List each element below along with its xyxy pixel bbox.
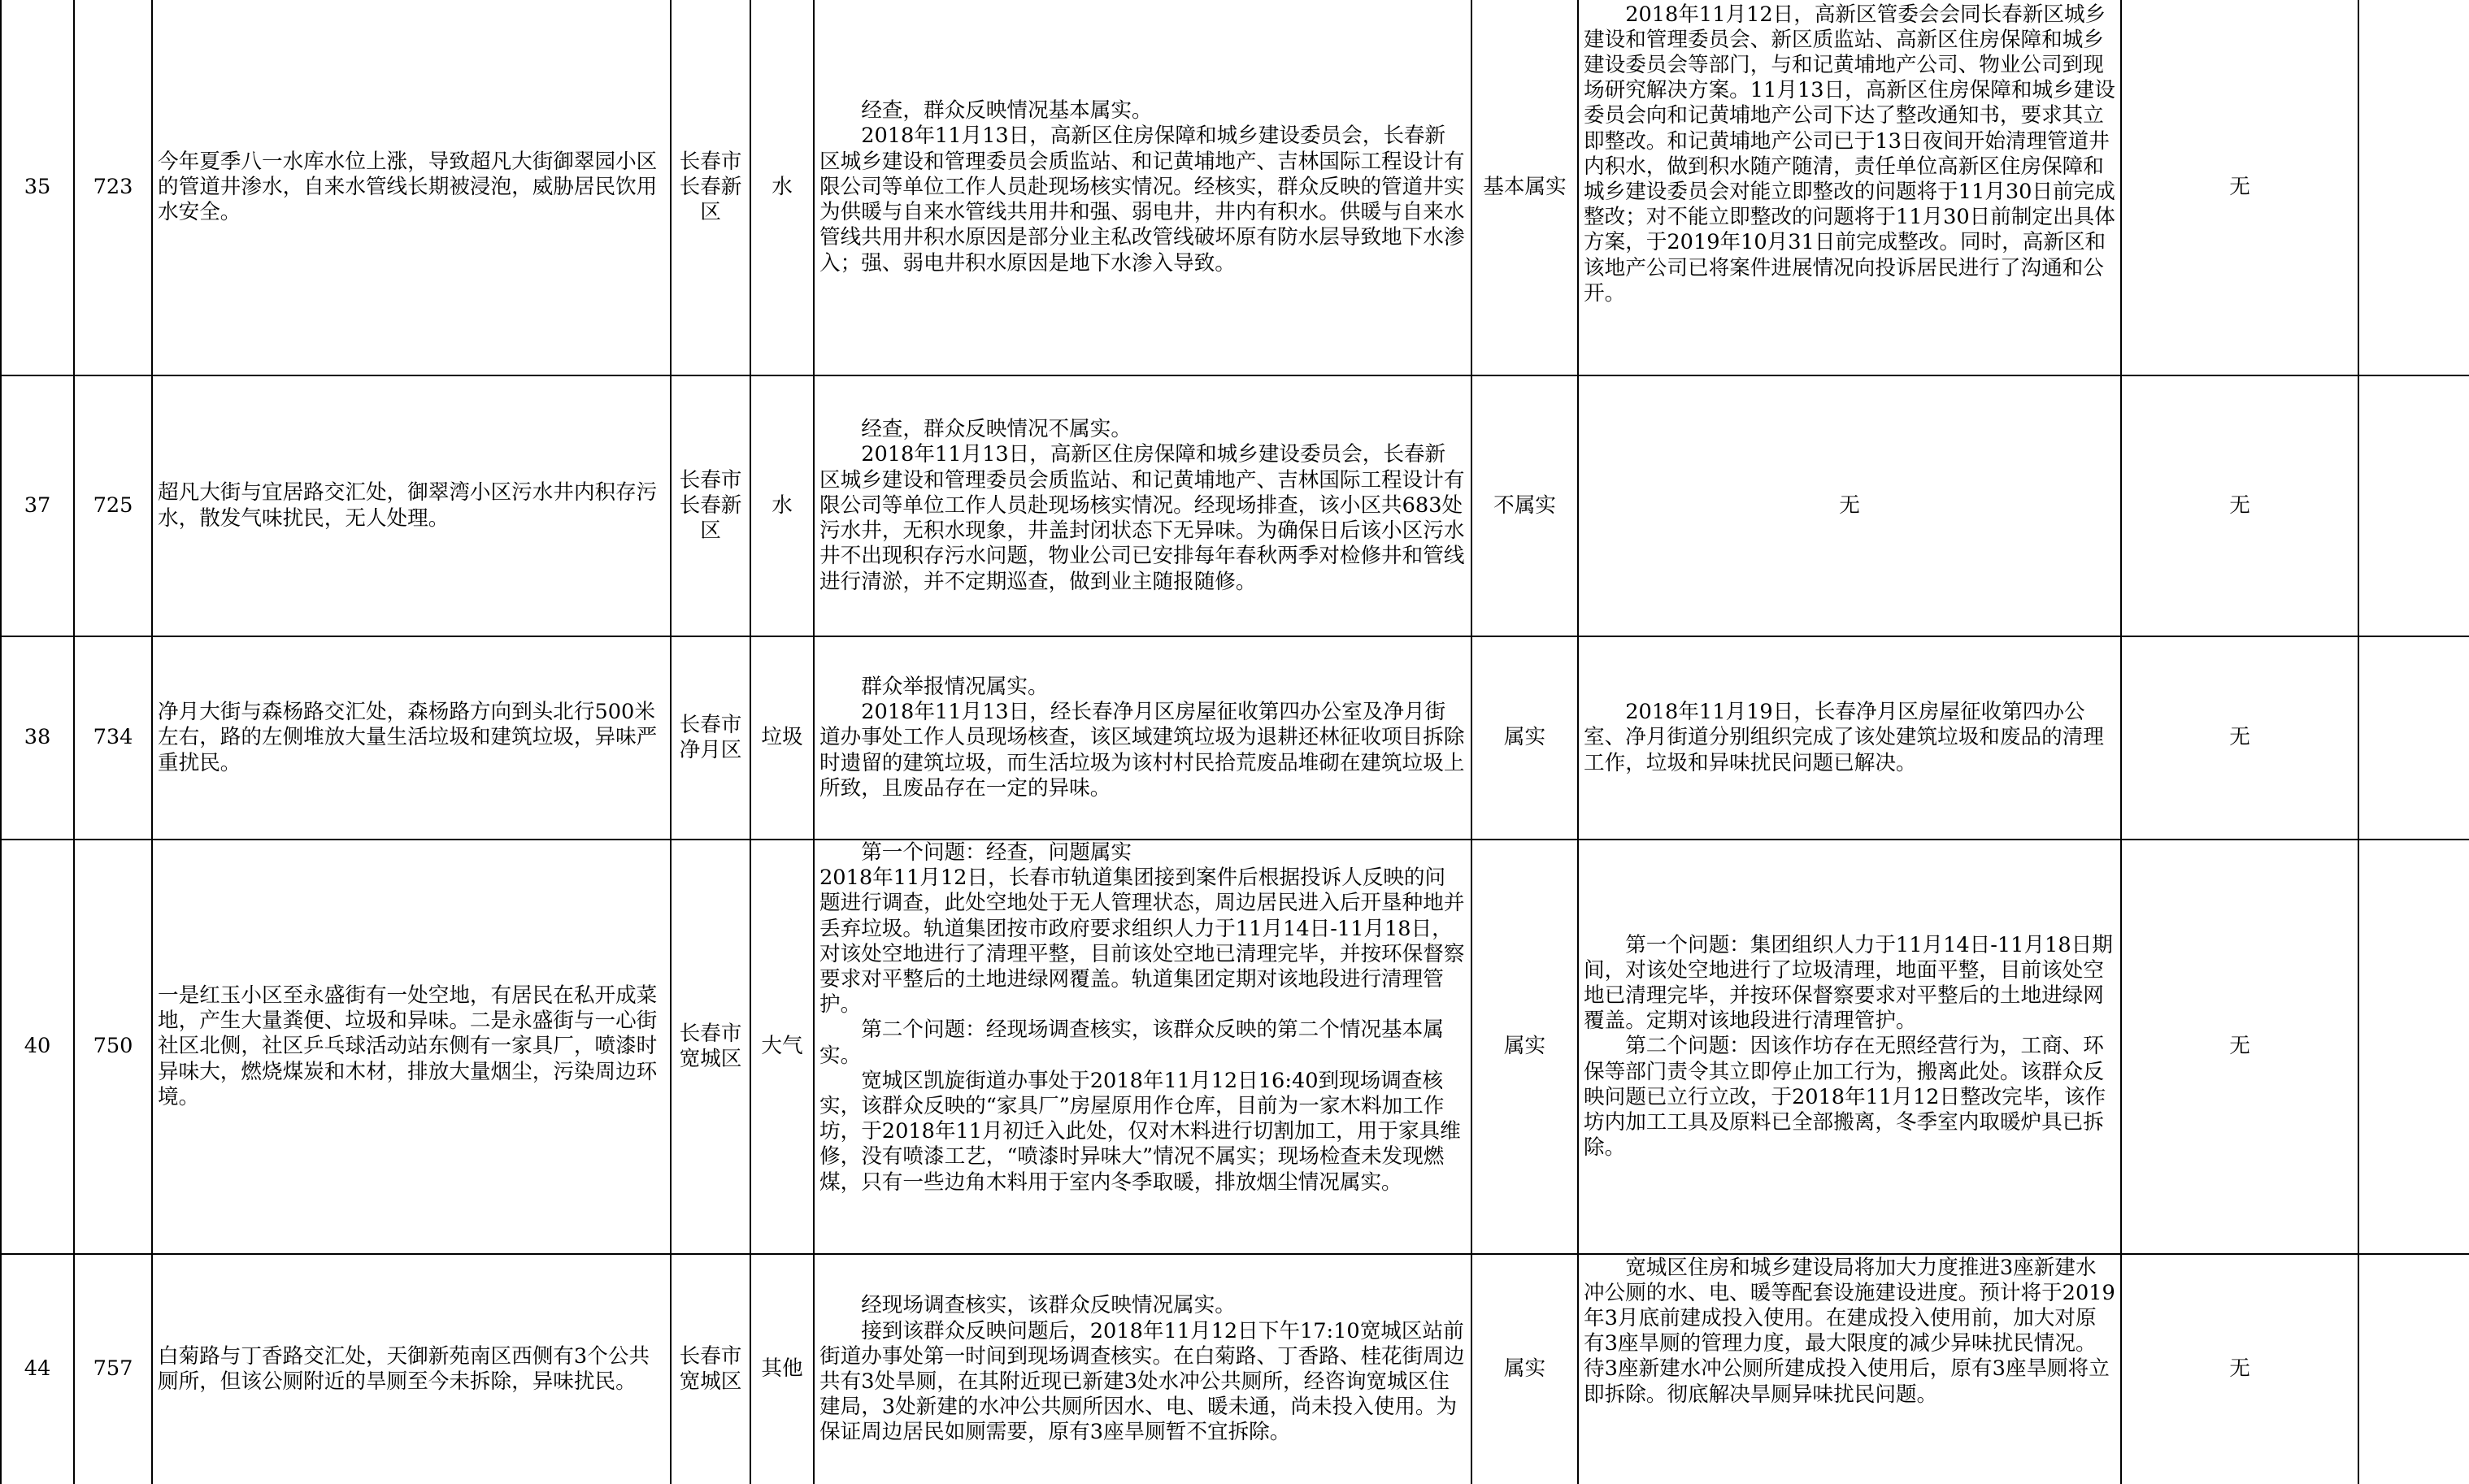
- investigation-cell: [814, 636, 1471, 840]
- pollution-type-cell: 大气: [750, 840, 814, 1254]
- complaint-cell: 今年夏季八一水库水位上涨，导致超凡大街御翠园小区的管道井渗水，自来水管线长期被浸泡，威胁居民饮用水安全。: [152, 0, 671, 375]
- seq-cell: 44: [1, 1254, 74, 1484]
- region-cell: 长春市 长春新 区: [671, 375, 750, 636]
- table-row: [1, 840, 2469, 1254]
- handling-paragraph: 第二个问题：因该作坊存在无照经营行为，工商、环保等部门责令其立即停止加工行为，搬离此处。该群众反映问题已立行立改，于2018年11月12日整改完毕，该作坊内加工工具及原料已全部搬离，冬季室内取暖炉具已拆除。: [1584, 1034, 2106, 1161]
- remark-cell: [2358, 375, 2469, 636]
- investigation-paragraph: 接到该群众反映问题后，2018年11月12日下午17:10宽城区站前街道办事处第一时间到现场调查核实。在白菊路、丁香路、桂花街周边共有3处旱厕，在其附近现已新建3处水冲公共厕所，经咨询宽城区住建局，3处新建的水冲公共厕所因水、电、暖未通，尚未投入使用。为保证周边居民如厕需要，原有3座旱厕暂不宜拆除。: [819, 1318, 1465, 1445]
- pollution-type-cell: 其他: [750, 1254, 814, 1484]
- handling-cell: [1578, 0, 2121, 375]
- complaint-cell: 一是红玉小区至永盛街有一处空地，有居民在私开成菜地，产生大量粪便、垃圾和异味。二是永盛街与一心街社区北侧，社区乒乓球活动站东侧有一家具厂，喷漆时异味大，燃烧煤炭和木材，排放大量烟尘，污染周边环境。: [152, 840, 671, 1254]
- region-cell: 长春市 净月区: [671, 636, 750, 840]
- handling-paragraph: 第一个问题：集团组织人力于11月14日-11月18日期间，对该处空地进行了垃圾清理，地面平整，目前该处空地已清理完毕，并按环保督察要求对平整后的土地进绿网覆盖。定期对该地段进行清理管护。: [1584, 932, 2113, 1034]
- handling-paragraph: 2018年11月12日，高新区管委会会同长春新区城乡建设和管理委员会、新区质监站、高新区住房保障和城乡建设委员会等部门，与和记黄埔地产公司、物业公司到现场研究解决方案。11月13日，高新区住房保障和城乡建设委员会向和记黄埔地产公司下达了整改通知书，要求其立即整改。和记黄埔地产公司已于13日夜间开始清理管道井内积水，做到积水随产随清，责任单位高新区住房保障和城乡建设委员会对能立即整改的问题将于11月30日前完成整改；对不能立即整改的问题将于11月30日前制定出具体方案，于2019年10月31日前完成整改。同时，高新区和该地产公司已将案件进展情况向投诉居民进行了沟通和公开。: [1584, 2, 2115, 306]
- handling-paragraph: 宽城区住房和城乡建设局将加大力度推进3座新建水冲公厕的水、电、暖等配套设施建设进度。预计将于2019年3月底前建成投入使用。在建成投入使用前，加大对原有3座旱厕的管理力度，最大限度的减少异味扰民情况。待3座新建水冲公厕所建成投入使用后，原有3座旱厕将立即拆除。彻底解决旱厕异味扰民问题。: [1584, 1255, 2115, 1407]
- complaint-cell: 白菊路与丁香路交汇处，天御新苑南区西侧有3个公共厕所，但该公厕附近的旱厕至今未拆除，异味扰民。: [152, 1254, 671, 1484]
- handling-cell: 无: [1578, 375, 2121, 636]
- case-number-cell: 750: [74, 840, 152, 1254]
- table-row: [1, 0, 2469, 375]
- investigation-paragraph: 经查，群众反映情况不属实。: [861, 417, 1132, 442]
- investigation-paragraph: 群众举报情况属实。: [861, 674, 1049, 699]
- investigation-cell: [814, 1254, 1471, 1484]
- handling-paragraph: 2018年11月19日，长春净月区房屋征收第四办公室、净月街道分别组织完成了该处建筑垃圾和废品的清理工作，垃圾和异味扰民问题已解决。: [1584, 700, 2104, 775]
- remark-cell: [2358, 0, 2469, 375]
- pollution-type-cell: 水: [750, 0, 814, 375]
- investigation-paragraph: 2018年11月12日，长春市轨道集团接到案件后根据投诉人反映的问题进行调查，此处空地处于无人管理状态，周边居民进入后开垦种地并丢弃垃圾。轨道集团按市政府要求组织人力于11月14日-11月18日，对该处空地进行了清理平整，目前该处空地已清理完毕，并按环保督察要求对平整后的土地进绿网覆盖。轨道集团定期对该地段进行清理管护。: [819, 866, 1465, 1018]
- handling-cell: [1578, 1254, 2121, 1484]
- handling-cell: [1578, 636, 2121, 840]
- table-row: [1, 375, 2469, 636]
- table-row: [1, 1254, 2469, 1484]
- investigation-paragraph: 2018年11月13日，高新区住房保障和城乡建设委员会，长春新区城乡建设和管理委员会质监站、和记黄埔地产、吉林国际工程设计有限公司等单位工作人员赴现场核实情况。经现场排查，该小区共683处污水井，无积水现象，井盖封闭状态下无异味。为确保日后该小区污水井不出现积存污水问题，物业公司已安排每年春秋两季对检修井和管线进行清淤，并不定期巡查，做到业主随报随修。: [819, 442, 1465, 594]
- seq-cell: 38: [1, 636, 74, 840]
- remark-cell: [2358, 840, 2469, 1254]
- pollution-type-cell: 水: [750, 375, 814, 636]
- investigation-paragraph: 第二个问题：经现场调查核实，该群众反映的第二个情况基本属实。: [819, 1018, 1444, 1068]
- region-cell: 长春市 宽城区: [671, 1254, 750, 1484]
- investigation-cell: [814, 375, 1471, 636]
- region-cell: 长春市 长春新 区: [671, 0, 750, 375]
- table-row: [1, 636, 2469, 840]
- accountability-cell: 无: [2121, 0, 2358, 375]
- investigation-paragraph: 2018年11月13日，经长春净月区房屋征收第四办公室及净月街道办事处工作人员现场核查，该区域建筑垃圾为退耕还林征收项目拆除时遗留的建筑垃圾，而生活垃圾为该村村民拾荒废品堆砌在建筑垃圾上所致，且废品存在一定的异味。: [819, 700, 1465, 801]
- seq-cell: 40: [1, 840, 74, 1254]
- remark-cell: [2358, 1254, 2469, 1484]
- accountability-cell: 无: [2121, 636, 2358, 840]
- case-number-cell: 725: [74, 375, 152, 636]
- verdict-cell: 属实: [1471, 1254, 1578, 1484]
- verdict-cell: 基本属实: [1471, 0, 1578, 375]
- handling-cell: [1578, 840, 2121, 1254]
- case-number-cell: 734: [74, 636, 152, 840]
- investigation-paragraph: 2018年11月13日，高新区住房保障和城乡建设委员会，长春新区城乡建设和管理委员会质监站、和记黄埔地产、吉林国际工程设计有限公司等单位工作人员赴现场核实情况。经核实，群众反映的管道井实为供暖与自来水管线共用井和强、弱电井，井内有积水。供暖与自来水管线共用井积水原因是部分业主私改管线破坏原有防水层导致地下水渗入；强、弱电井积水原因是地下水渗入导致。: [819, 124, 1465, 276]
- accountability-cell: 无: [2121, 375, 2358, 636]
- verdict-cell: 属实: [1471, 636, 1578, 840]
- investigation-paragraph: 经查，群众反映情况基本属实。: [861, 98, 1153, 124]
- complaint-cell: 净月大街与森杨路交汇处，森杨路方向到头北行500米左右，路的左侧堆放大量生活垃圾和建筑垃圾，异味严重扰民。: [152, 636, 671, 840]
- accountability-cell: 无: [2121, 1254, 2358, 1484]
- verdict-cell: 不属实: [1471, 375, 1578, 636]
- investigation-paragraph: 第一个问题：经查，问题属实: [861, 840, 1132, 865]
- verdict-cell: 属实: [1471, 840, 1578, 1254]
- seq-cell: 37: [1, 375, 74, 636]
- complaint-cell: 超凡大街与宜居路交汇处，御翠湾小区污水井内积存污水，散发气味扰民，无人处理。: [152, 375, 671, 636]
- case-number-cell: 757: [74, 1254, 152, 1484]
- remark-cell: [2358, 636, 2469, 840]
- investigation-paragraph: 宽城区凯旋街道办事处于2018年11月12日16:40到现场调查核实，该群众反映的“家具厂”房屋原用作仓库，目前为一家木料加工作坊，于2018年11月初迁入此处，仅对木料进行切割加工，用于家具维修，没有喷漆工艺，“喷漆时异味大”情况不属实；现场检查未发现燃煤，只有一些边角木料用于室内冬季取暖，排放烟尘情况属实。: [819, 1068, 1461, 1195]
- investigation-paragraph: 经现场调查核实，该群众反映情况属实。: [861, 1293, 1236, 1318]
- pollution-type-cell: 垃圾: [750, 636, 814, 840]
- accountability-cell: 无: [2121, 840, 2358, 1254]
- investigation-cell: [814, 840, 1471, 1254]
- seq-cell: 35: [1, 0, 74, 375]
- investigation-cell: [814, 0, 1471, 375]
- case-number-cell: 723: [74, 0, 152, 375]
- region-cell: 长春市 宽城区: [671, 840, 750, 1254]
